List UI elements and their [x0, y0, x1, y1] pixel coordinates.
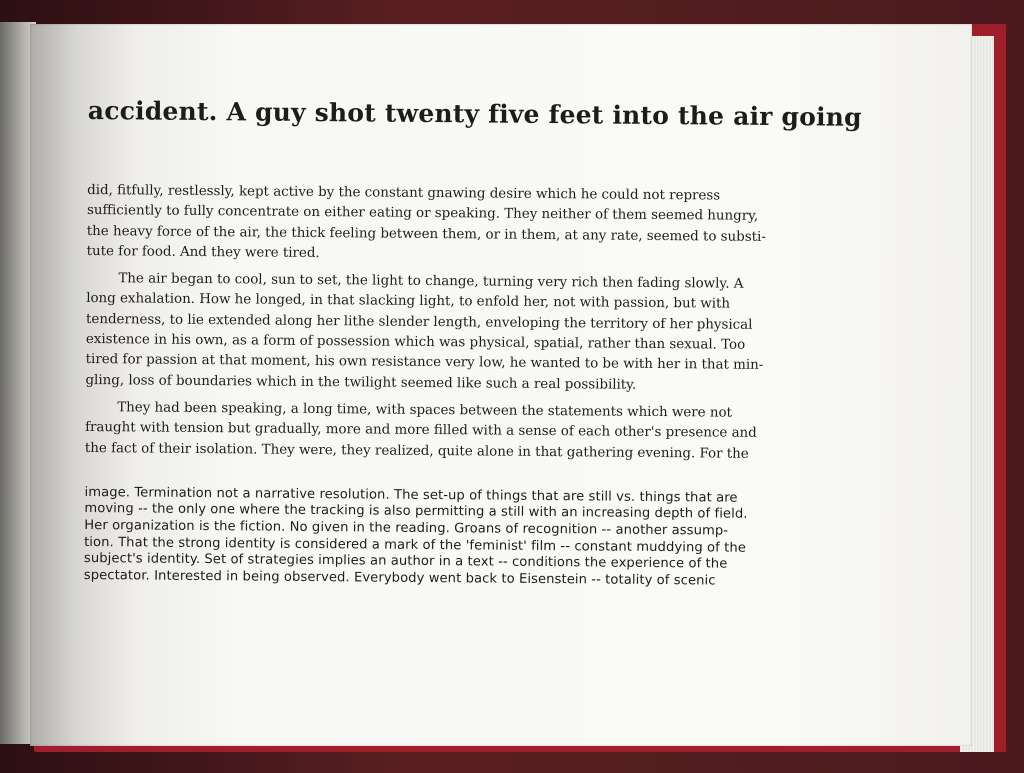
- paragraph-4: [84, 485, 845, 591]
- text-line: long exhalation. How he longed, in that slacking light, to enfold her, not with passion, but with: [86, 291, 731, 313]
- text-line: existence in his own, as a form of possession which was physical, spatial, rather than sexual. Too: [85, 332, 746, 353]
- text-line: spectator. Interested in being observed. Everybody went back to Eisenstein -- totality of scenic: [83, 567, 716, 589]
- text-line: tute for food. And they were tired.: [86, 243, 320, 261]
- text-line: The air began to cool, sun to set, the light to change, turning very rich then fading slowly. A: [118, 271, 744, 292]
- text-line: the heavy force of the air, the thick feeling between them, or in them, at any rate, seemed to substi-: [86, 223, 766, 245]
- text-line: the fact of their isolation. They were, they realized, quite alone in that gathering evening. For the: [84, 440, 749, 462]
- text-line: subject's identity. Set of strategies implies an author in a text -- conditions the experience of the: [83, 551, 728, 572]
- text-line: did, fitfully, restlessly, kept active by the constant gnawing desire which he could not repress: [87, 182, 721, 204]
- page-heading: accident. A guy shot twenty five feet into the air going: [87, 96, 862, 132]
- text-line: They had been speaking, a long time, with spaces between the statements which were not: [117, 400, 732, 421]
- text-line: gling, loss of boundaries which in the twilight seemed like such a real possibility.: [85, 372, 637, 393]
- text-line: Her organization is the fiction. No given in the reading. Groans of recognition -- another assump-: [84, 518, 729, 539]
- text-line: image. Termination not a narrative resolution. The set-up of things that are still vs. things that are: [84, 484, 738, 506]
- text-line: fraught with tension but gradually, more and more filled with a sense of each other's presence and: [85, 420, 757, 442]
- text-line: tired for passion at that moment, his own resistance very low, he wanted to be with her in that min-: [85, 352, 764, 374]
- book-page: [30, 24, 972, 746]
- paragraph-1: [87, 181, 848, 269]
- text-line: sufficiently to fully concentrate on either eating or speaking. They neither of them seemed hungry,: [86, 203, 759, 225]
- text-line: tenderness, to lie extended along her lithe slender length, enveloping the territory of her physical: [85, 311, 753, 333]
- page-text: [83, 96, 862, 591]
- text-line: tion. That the strong identity is considered a mark of the 'feminist' film -- constant muddying of the: [84, 534, 747, 556]
- paragraph-3: [85, 398, 846, 466]
- paragraph-2: [85, 269, 846, 397]
- text-line: moving -- the only one where the tracking is also permitting a still with an increasing depth of field.: [84, 501, 748, 523]
